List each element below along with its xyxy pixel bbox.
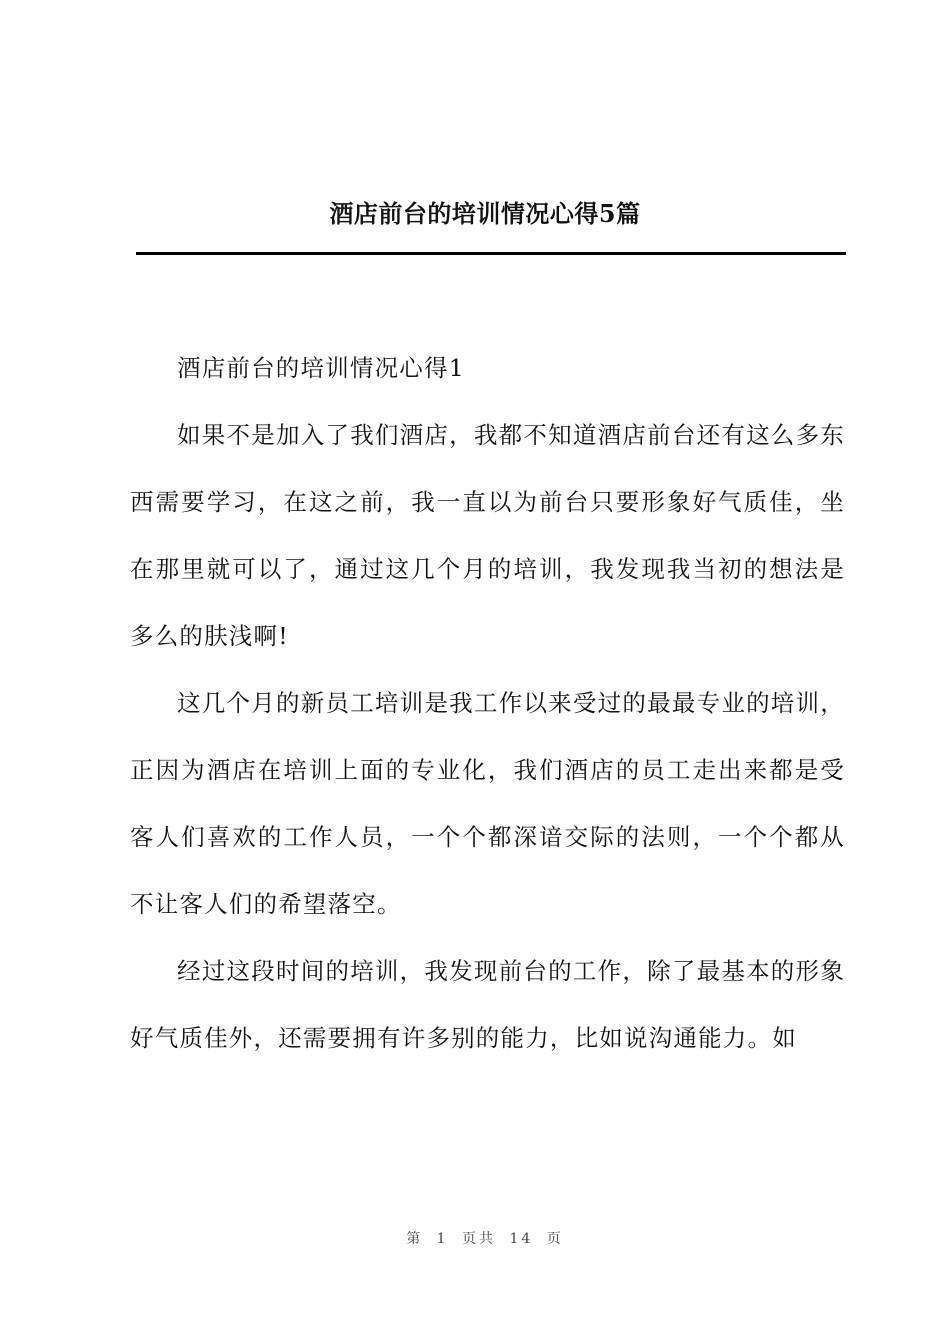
- title-divider: [136, 252, 846, 255]
- paragraph-1: 如果不是加入了我们酒店，我都不知道酒店前台还有这么多东西需要学习，在这之前，我一直以为前台只要形象好气质佳，坐在那里就可以了，通过这几个月的培训，我发现我当初的想法是多么的肤浅啊!: [130, 421, 845, 650]
- section-heading: 酒店前台的培训情况心得1: [177, 354, 465, 382]
- document-title: 酒店前台的培训情况心得5篇: [329, 199, 641, 228]
- page-number-footer: 第 1 页共 14 页: [406, 1231, 564, 1247]
- document-body: [130, 335, 845, 1072]
- paragraph-2: 这几个月的新员工培训是我工作以来受过的最最专业的培训，正因为酒店在培训上面的专业化，我们酒店的员工走出来都是受客人们喜欢的工作人员，一个个都深谙交际的法则，一个个都从不让客人们的希望落空。: [130, 689, 845, 918]
- paragraph-3: 经过这段时间的培训，我发现前台的工作，除了最基本的形象好气质佳外，还需要拥有许多别的能力，比如说沟通能力。如: [130, 957, 845, 1052]
